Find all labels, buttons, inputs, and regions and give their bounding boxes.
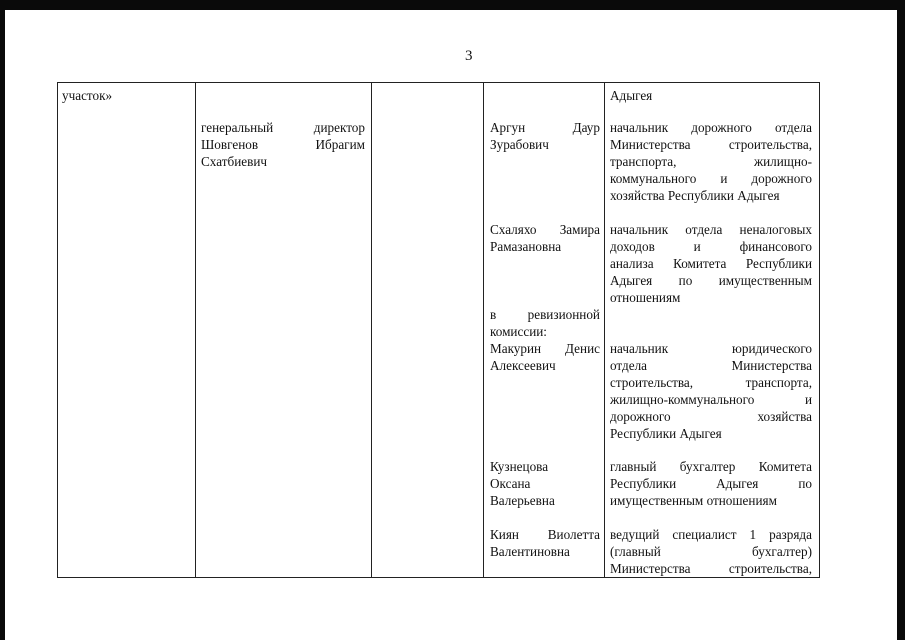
position-line: начальник дорожного отдела bbox=[610, 120, 812, 135]
position-line: начальник отдела неналоговых bbox=[610, 222, 812, 237]
person-cell bbox=[490, 119, 600, 153]
col2-line: Схатбиевич bbox=[201, 154, 268, 169]
table-divider-2 bbox=[371, 82, 372, 578]
position-line: дорожного хозяйства bbox=[610, 409, 812, 424]
section-label-line: комиссии: bbox=[490, 324, 547, 339]
page-number: 3 bbox=[465, 48, 473, 64]
col1-cell bbox=[62, 87, 190, 104]
position-line: имущественным отношениям bbox=[610, 493, 777, 508]
position-line: начальник юридического bbox=[610, 341, 812, 356]
person-line: Зурабович bbox=[490, 137, 549, 152]
person-line: Макурин Денис bbox=[490, 341, 600, 356]
table-divider-1 bbox=[195, 82, 196, 578]
position-line: отдела Министерства bbox=[610, 358, 812, 373]
scan-border-right bbox=[897, 0, 905, 640]
person-line: Схаляхо Замира bbox=[490, 222, 600, 237]
col2-line: генеральный директор bbox=[201, 120, 365, 135]
position-cell bbox=[610, 119, 812, 204]
position-line: хозяйства Республики Адыгея bbox=[610, 188, 780, 203]
position-line: Министерства строительства, bbox=[610, 561, 812, 576]
position-line: строительства, транспорта, bbox=[610, 375, 812, 390]
position-cell bbox=[610, 340, 812, 442]
col2-cell bbox=[201, 119, 365, 170]
position-line: ведущий специалист 1 разряда bbox=[610, 527, 812, 542]
position-cell bbox=[610, 221, 812, 306]
scan-border-left bbox=[0, 0, 5, 640]
person-cell bbox=[490, 526, 600, 560]
section-label-line: в ревизионной bbox=[490, 307, 600, 322]
person-line: Оксана bbox=[490, 476, 531, 491]
position-cell bbox=[610, 87, 812, 104]
position-line: отношениям bbox=[610, 290, 681, 305]
scan-border-top bbox=[0, 0, 905, 10]
position-line: Адыгея bbox=[610, 88, 653, 103]
position-line: Республики Адыгея bbox=[610, 426, 722, 441]
section-label-cell bbox=[490, 306, 600, 340]
person-cell bbox=[490, 221, 600, 255]
position-cell bbox=[610, 458, 812, 509]
position-line: (главный бухгалтер) bbox=[610, 544, 812, 559]
person-line: Киян Виолетта bbox=[490, 527, 600, 542]
position-line: анализа Комитета Республики bbox=[610, 256, 812, 271]
table-divider-3 bbox=[483, 82, 484, 578]
position-cell bbox=[610, 526, 812, 577]
position-line: доходов и финансового bbox=[610, 239, 812, 254]
position-line: Адыгея по имущественным bbox=[610, 273, 812, 288]
position-line: транспорта, жилищно- bbox=[610, 154, 812, 169]
person-line: Аргун Даур bbox=[490, 120, 600, 135]
table-divider-4 bbox=[604, 82, 605, 578]
person-line: Кузнецова bbox=[490, 459, 549, 474]
person-line: Алексеевич bbox=[490, 358, 556, 373]
col1-text: участок» bbox=[62, 88, 113, 103]
person-cell bbox=[490, 340, 600, 374]
col2-line: Шовгенов Ибрагим bbox=[201, 137, 365, 152]
position-line: коммунального и дорожного bbox=[610, 171, 812, 186]
position-line: Министерства строительства, bbox=[610, 137, 812, 152]
person-cell bbox=[490, 458, 600, 509]
position-line: жилищно-коммунального и bbox=[610, 392, 812, 407]
person-line: Валерьевна bbox=[490, 493, 555, 508]
position-line: главный бухгалтер Комитета bbox=[610, 459, 812, 474]
position-line: Республики Адыгея по bbox=[610, 476, 812, 491]
person-line: Валентиновна bbox=[490, 544, 570, 559]
person-line: Рамазановна bbox=[490, 239, 562, 254]
